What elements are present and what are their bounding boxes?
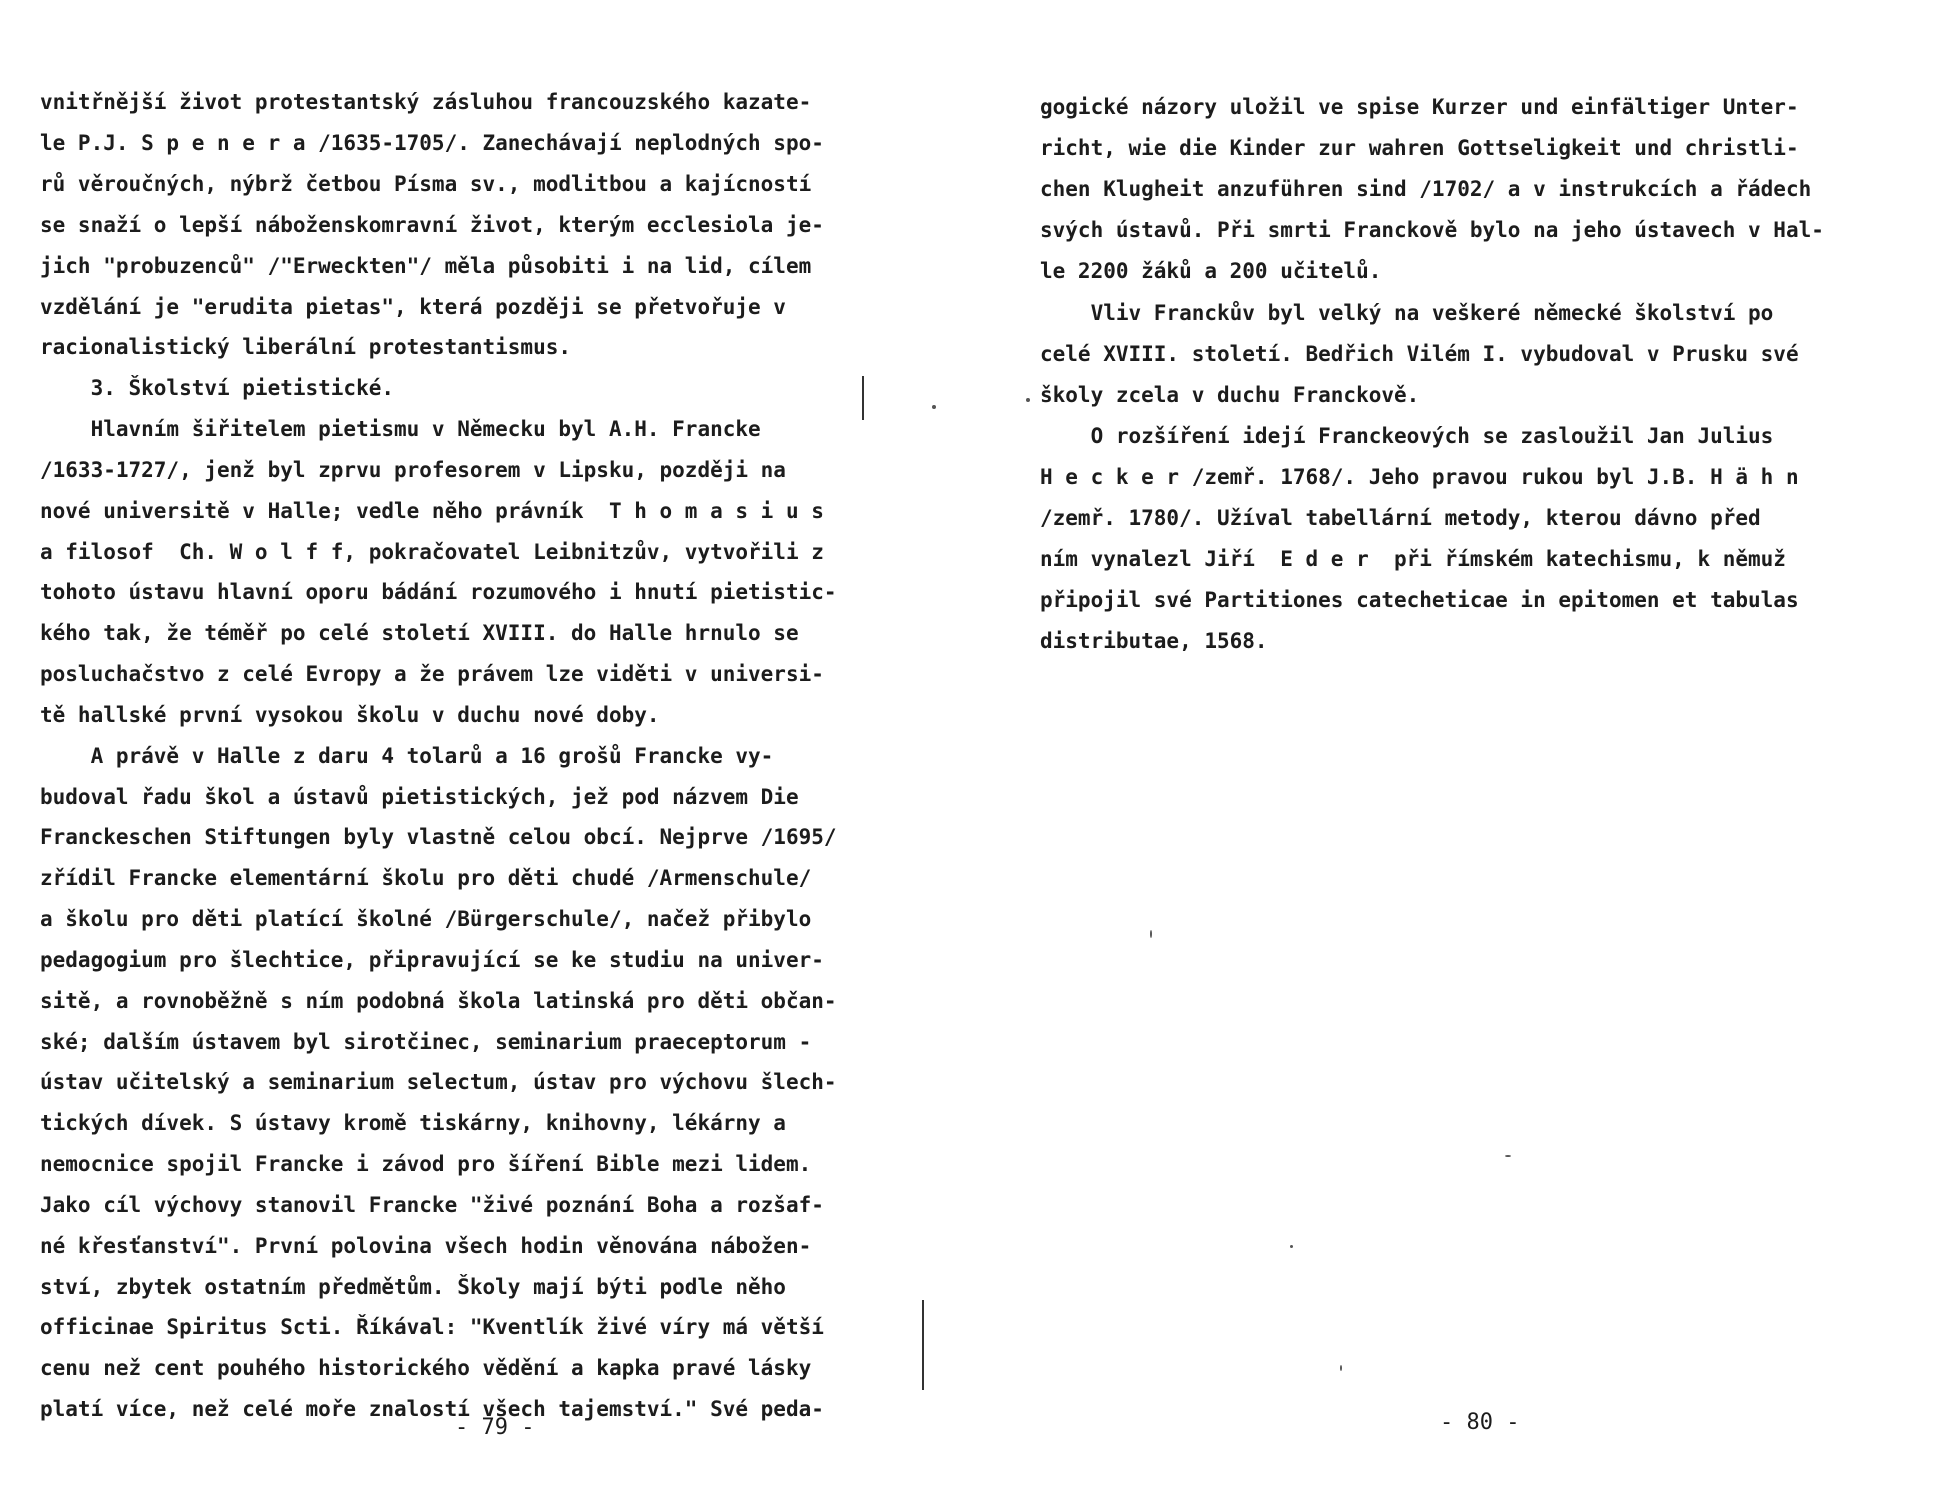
text-line: ství, zbytek ostatním předmětům. Školy mají býti podle něho bbox=[40, 1275, 786, 1299]
text-line: vnitřnější život protestantský zásluhou francouzského kazate- bbox=[40, 90, 812, 114]
text-line: ústav učitelský a seminarium selectum, ústav pro výchovu šlech- bbox=[40, 1070, 837, 1094]
text-line: pedagogium pro šlechtice, připravující se ke studiu na univer- bbox=[40, 948, 824, 972]
page-number: - 80 - bbox=[1440, 1410, 1520, 1435]
text-line: le 2200 žáků a 200 učitelů. bbox=[1040, 259, 1382, 283]
text-line: platí více, než celé moře znalostí všech tajemství." Své peda- bbox=[40, 1397, 824, 1421]
section-heading: 3. Školství pietistické. bbox=[40, 376, 395, 400]
scan-speck bbox=[1026, 398, 1030, 402]
text-line: chen Klugheit anzuführen sind /1702/ a v instrukcích a řádech bbox=[1040, 177, 1812, 201]
text-line: kého tak, že téměř po celé století XVIII. do Halle hrnulo se bbox=[40, 621, 799, 645]
text-line: /zemř. 1780/. Užíval tabellární metody, kterou dávno před bbox=[1040, 506, 1761, 530]
text-line: tě hallské první vysokou školu v duchu nové doby. bbox=[40, 703, 660, 727]
text-line: ním vynalezl Jiří E d e r při římském katechismu, k němuž bbox=[1040, 547, 1786, 571]
text-line: školy zcela v duchu Franckově. bbox=[1040, 383, 1420, 407]
text-line: le P.J. S p e n e r a /1635-1705/. Zanechávají neplodných spo- bbox=[40, 131, 824, 155]
text-line: sitě, a rovnoběžně s ním podobná škola latinská pro děti občan- bbox=[40, 989, 837, 1013]
left-page bbox=[40, 0, 920, 1500]
text-line: svých ústavů. Při smrti Franckově bylo na jeho ústavech v Hal- bbox=[1040, 218, 1824, 242]
margin-mark bbox=[862, 376, 864, 420]
scan-speck bbox=[1290, 1245, 1293, 1248]
text-line: né křesťanství". První polovina všech hodin věnována nábožen- bbox=[40, 1234, 812, 1258]
text-line: H e c k e r /zemř. 1768/. Jeho pravou rukou byl J.B. H ä h n bbox=[1040, 465, 1799, 489]
text-line: A právě v Halle z daru 4 tolarů a 16 grošů Francke vy- bbox=[40, 744, 774, 768]
scan-speck bbox=[1340, 1365, 1342, 1371]
text-line: nové universitě v Halle; vedle něho právník T h o m a s i u s bbox=[40, 499, 824, 523]
text-line: Jako cíl výchovy stanovil Francke "živé poznání Boha a rozšaf- bbox=[40, 1193, 824, 1217]
text-line: a školu pro děti platící školné /Bürgerschule/, načež přibylo bbox=[40, 907, 812, 931]
text-line: budoval řadu škol a ústavů pietistických, jež pod názvem Die bbox=[40, 785, 799, 809]
text-line: rů věroučných, nýbrž četbou Písma sv., modlitbou a kajícností bbox=[40, 172, 812, 196]
right-page bbox=[1040, 0, 1920, 1500]
text-line: O rozšíření idejí Franckeových se zasloužil Jan Julius bbox=[1040, 424, 1774, 448]
text-line: /1633-1727/, jenž byl zprvu profesorem v Lipsku, později na bbox=[40, 458, 786, 482]
text-line: Franckeschen Stiftungen byly vlastně celou obcí. Nejprve /1695/ bbox=[40, 825, 837, 849]
text-line: celé XVIII. století. Bedřich Vilém I. vybudoval v Prusku své bbox=[1040, 342, 1799, 366]
text-line: Hlavním šiřitelem pietismu v Německu byl A.H. Francke bbox=[40, 417, 761, 441]
text-line: posluchačstvo z celé Evropy a že právem lze viděti v universi- bbox=[40, 662, 824, 686]
text-line: vzdělání je "erudita pietas", která později se přetvořuje v bbox=[40, 295, 786, 319]
text-line: cenu než cent pouhého historického vědění a kapka pravé lásky bbox=[40, 1356, 812, 1380]
text-line: Vliv Franckův byl velký na veškeré německé školství po bbox=[1040, 301, 1774, 325]
text-line: zřídil Francke elementární školu pro děti chudé /Armenschule/ bbox=[40, 866, 812, 890]
text-line: tických dívek. S ústavy kromě tiskárny, knihovny, lékárny a bbox=[40, 1111, 786, 1135]
scan-speck bbox=[1150, 930, 1152, 938]
scan-speck bbox=[932, 405, 936, 409]
text-line: gogické názory uložil ve spise Kurzer und einfältiger Unter- bbox=[1040, 95, 1799, 119]
text-line: a filosof Ch. W o l f f, pokračovatel Leibnitzův, vytvořili z bbox=[40, 540, 824, 564]
text-line: se snaží o lepší náboženskomravní život, kterým ecclesiola je- bbox=[40, 213, 824, 237]
text-line: racionalistický liberální protestantismus. bbox=[40, 335, 572, 359]
text-line: distributae, 1568. bbox=[1040, 629, 1268, 653]
scan-speck bbox=[1505, 1155, 1511, 1157]
text-line: ské; dalším ústavem byl sirotčinec, seminarium praeceptorum - bbox=[40, 1030, 812, 1054]
page-number: - 79 - bbox=[455, 1415, 535, 1440]
text-line: tohoto ústavu hlavní oporu bádání rozumového i hnutí pietistic- bbox=[40, 580, 837, 604]
text-line: officinae Spiritus Scti. Říkával: "Kventlík živé víry má větší bbox=[40, 1315, 824, 1339]
text-line: nemocnice spojil Francke i závod pro šíření Bible mezi lidem. bbox=[40, 1152, 812, 1176]
text-line: připojil své Partitiones catecheticae in epitomen et tabulas bbox=[1040, 588, 1799, 612]
margin-mark bbox=[922, 1300, 924, 1390]
text-line: jich "probuzenců" /"Erweckten"/ měla působiti i na lid, cílem bbox=[40, 254, 812, 278]
text-line: richt, wie die Kinder zur wahren Gottseligkeit und christli- bbox=[1040, 136, 1799, 160]
